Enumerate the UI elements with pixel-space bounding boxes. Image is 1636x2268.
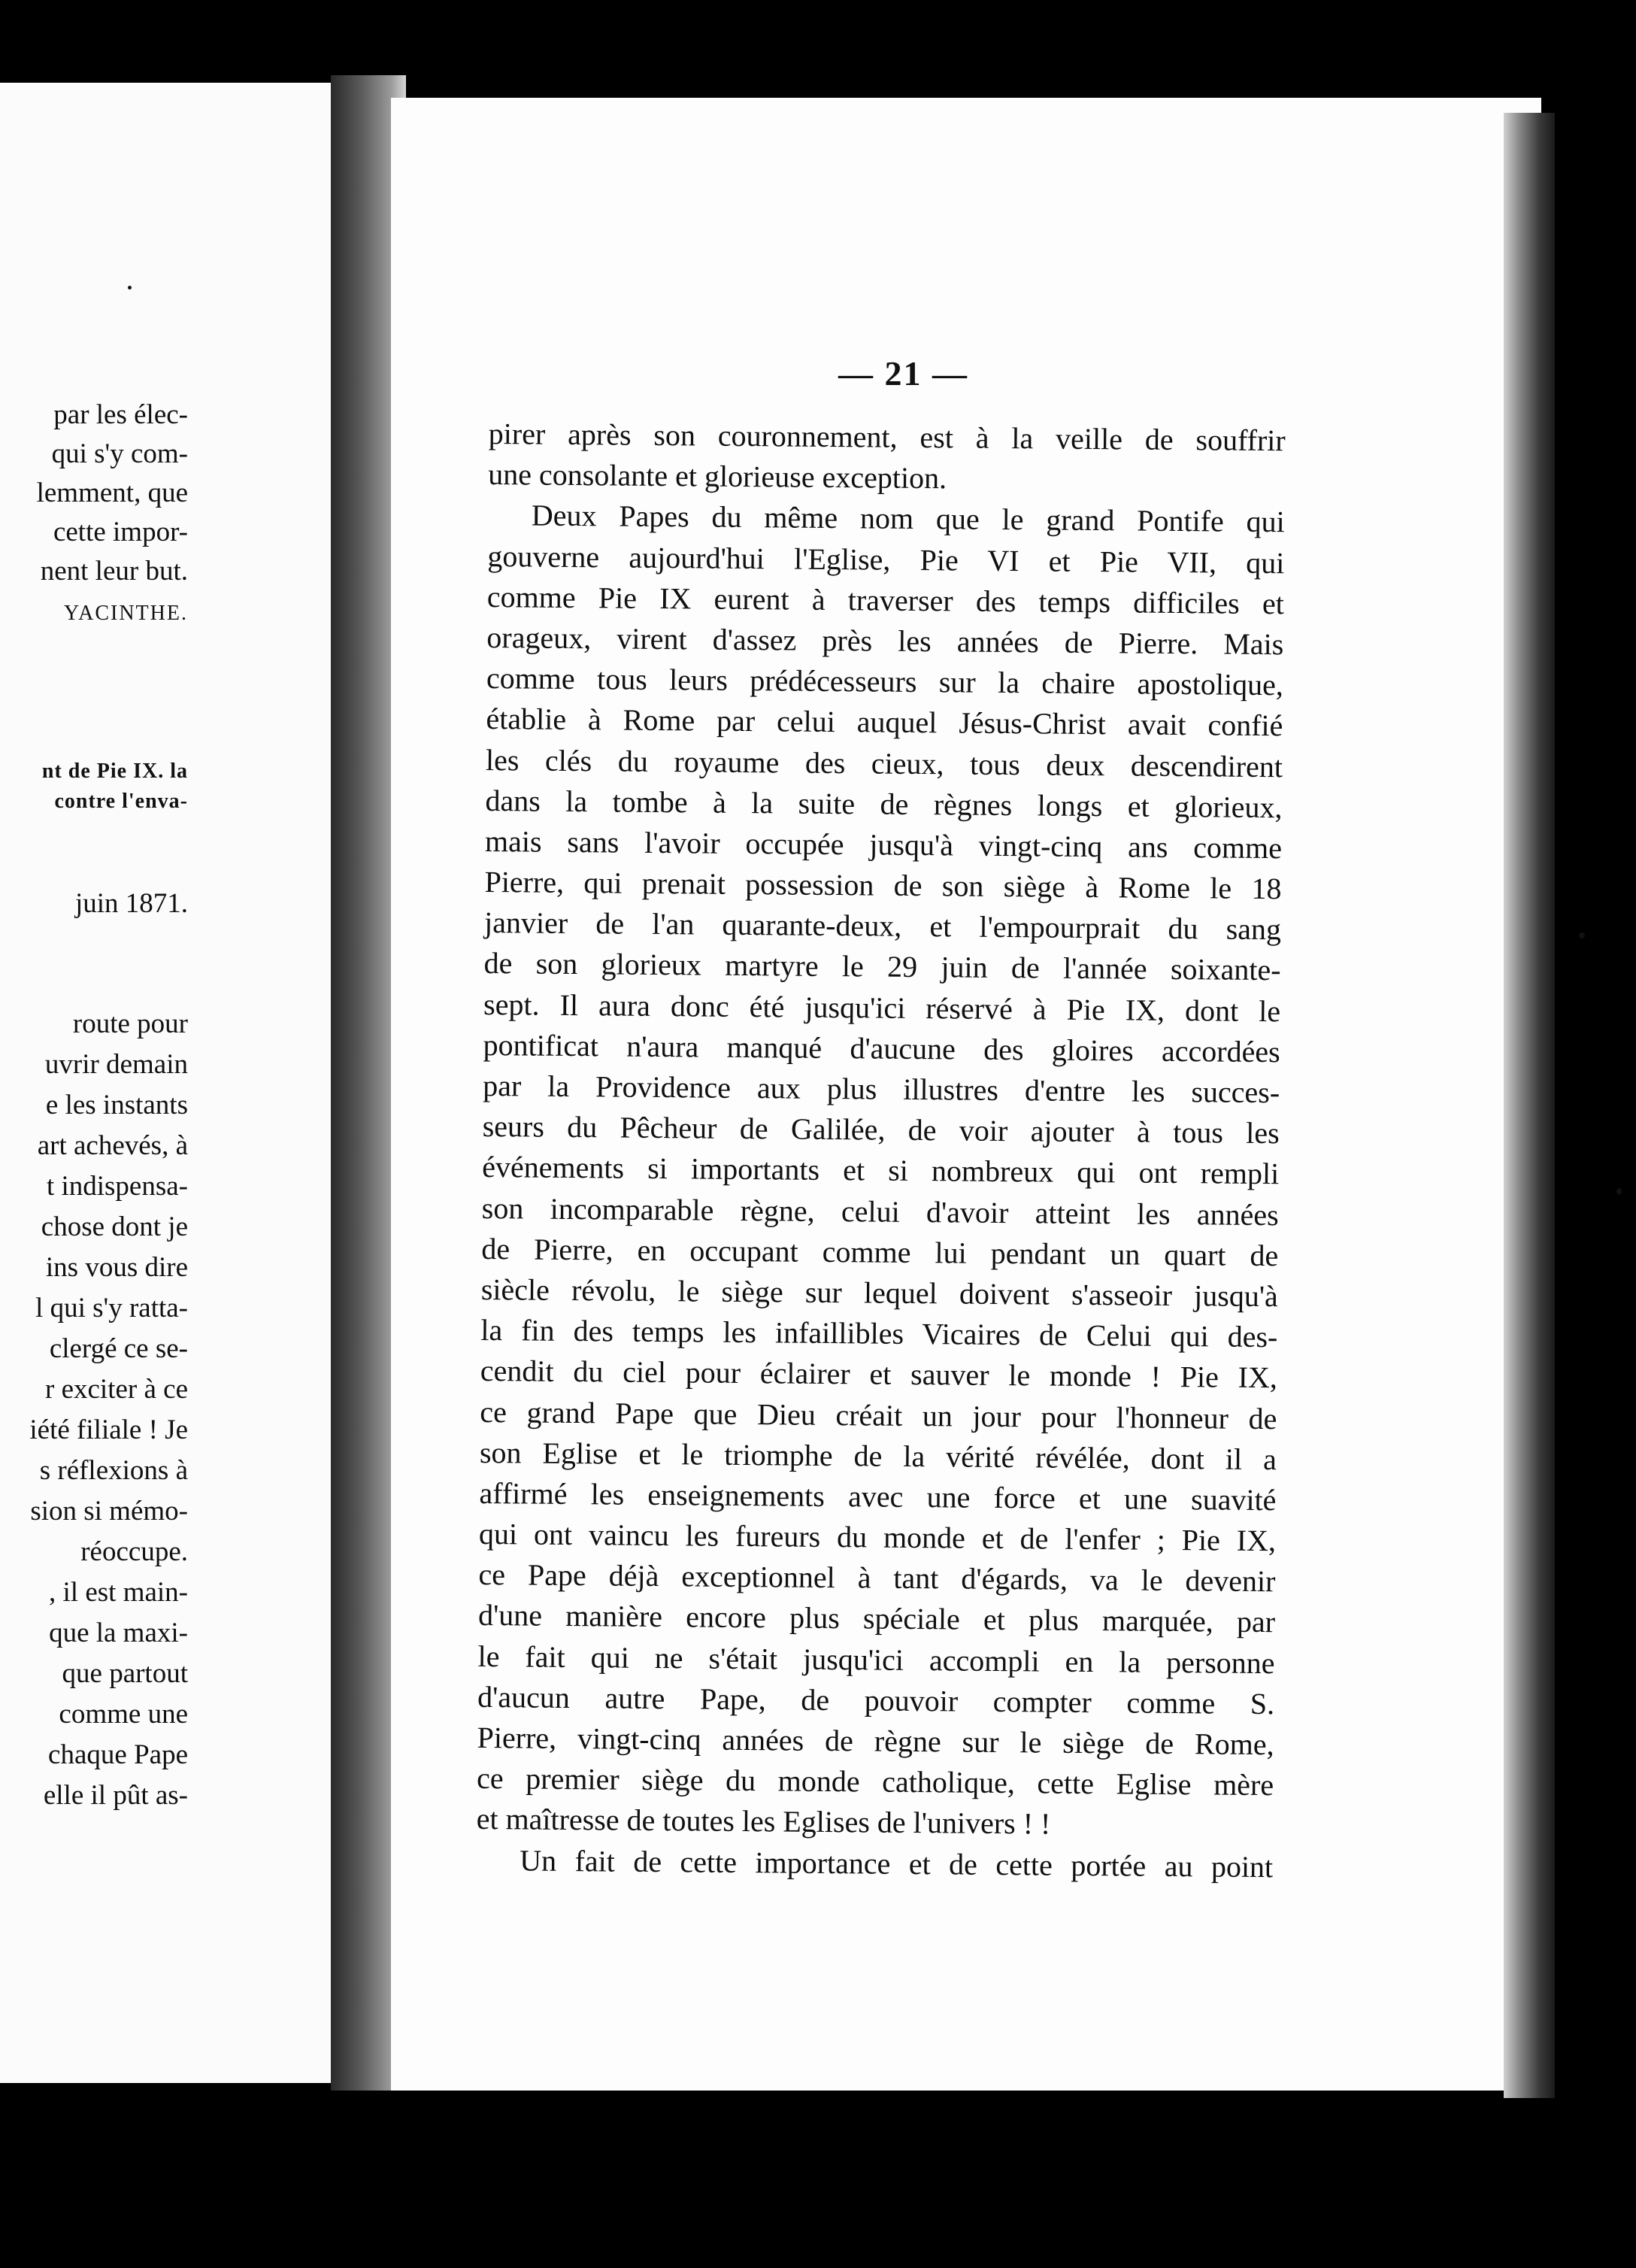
text-line: de Pierre, en occupant comme lui pendant un quart de: [481, 1231, 1279, 1272]
text-line: gouverne aujourd'hui l'Eglise, Pie VI et Pie VII, qui: [487, 538, 1285, 580]
text-line: comme tous leurs prédécesseurs sur la chaire apostolique,: [486, 661, 1284, 702]
text-line: siècle révolu, le siège sur lequel doivent s'asseoir jusqu'à: [480, 1272, 1278, 1314]
text-line: mais sans l'avoir occupée jusqu'à vingt-cinq ans comme: [484, 823, 1283, 866]
text-line: de son glorieux martyre le 29 juin de l'année soixante-: [483, 946, 1281, 987]
page-edge-shadow: [1504, 113, 1555, 2098]
left-page-signature: YACINTHE.: [64, 602, 188, 625]
text-line: Pierre, vingt-cinq années de règne sur le siège de Rome,: [477, 1720, 1274, 1762]
left-page-line: e les instants: [45, 1090, 188, 1120]
text-line: seurs du Pêcheur de Galilée, de voir ajouter à tous les: [482, 1109, 1280, 1151]
left-page-line: chose dont je: [41, 1211, 188, 1242]
left-page-line: art achevés, à: [37, 1130, 188, 1161]
text-line: le fait qui ne s'était jusqu'ici accompli en la personne: [477, 1639, 1275, 1680]
left-page-line: cette impor-: [53, 517, 188, 547]
left-page-line: que partout: [62, 1658, 188, 1689]
text-line: dans la tombe à la suite de règnes longs et glorieux,: [485, 783, 1283, 824]
text-line: Un fait de cette importance et de cette portée au point: [520, 1842, 1274, 1884]
left-page-line: nent leur but.: [40, 556, 188, 587]
left-page-line: , il est main-: [49, 1577, 188, 1608]
text-line: pirer après son couronnement, est à la veille de souffrir: [488, 416, 1286, 458]
text-line: janvier de l'an quarante-deux, et l'empourprait du sang: [483, 905, 1282, 947]
text-line: ce premier siège du monde catholique, cette Eglise mère: [476, 1761, 1274, 1803]
text-line: d'aucun autre Pape, de pouvoir compter comme S.: [477, 1679, 1275, 1721]
page-number: — 21 —: [838, 354, 968, 393]
left-page-line: ins vous dire: [45, 1252, 188, 1283]
text-line: affirmé les enseignements avec une force et une suavité: [479, 1475, 1277, 1518]
left-page-date: juin 1871.: [74, 888, 188, 919]
left-page-line: l qui s'y ratta-: [35, 1293, 188, 1324]
left-page-line: t indispensa-: [46, 1171, 188, 1202]
page-body-text: [476, 414, 1286, 1887]
left-page-line: par les élec-: [53, 399, 188, 430]
left-page-line: clergé ce se-: [49, 1333, 188, 1364]
left-page-line: r exciter à ce: [45, 1374, 188, 1405]
scan-speck: [128, 286, 132, 290]
scan-speck: [1579, 932, 1585, 938]
text-line: ce grand Pape que Dieu créait un jour pour l'honneur de: [480, 1394, 1277, 1436]
text-line: d'une manière encore plus spéciale et plus marquée, par: [477, 1598, 1276, 1639]
left-page-line: s réflexions à: [39, 1455, 188, 1486]
left-page-line: elle il pût as-: [43, 1780, 188, 1811]
text-line: les clés du royaume des cieux, tous deux descendirent: [485, 742, 1283, 784]
text-line: établie à Rome par celui auquel Jésus-Christ avait confié: [486, 702, 1283, 743]
text-line: et maîtresse de toutes les Eglises de l'univers ! !: [476, 1802, 1051, 1841]
text-line: Pierre, qui prenait possession de son siège à Rome le 18: [484, 865, 1282, 906]
left-page-line: iété filiale ! Je: [29, 1414, 188, 1445]
left-page-line: que la maxi-: [49, 1618, 188, 1648]
text-line: pontificat n'aura manqué d'aucune des gloires accordées: [483, 1027, 1280, 1069]
text-line: qui ont vaincu les fureurs du monde et de l'enfer ; Pie IX,: [478, 1517, 1277, 1558]
text-line: sept. Il aura donc été jusqu'ici réservé à Pie IX, dont le: [483, 987, 1281, 1028]
left-page-line: qui s'y com-: [51, 438, 188, 469]
left-page-line: route pour: [72, 1008, 188, 1039]
scan-speck: [1616, 1188, 1622, 1195]
text-line: ce Pape déjà exceptionnel à tant d'égards, va le devenir: [478, 1557, 1276, 1599]
left-page-line: réoccupe.: [80, 1536, 188, 1567]
text-line: comme Pie IX eurent à traverser des temps difficiles et: [486, 579, 1285, 620]
left-page-line: uvrir demain: [44, 1049, 188, 1080]
text-line: son incomparable règne, celui d'avoir atteint les années: [481, 1190, 1279, 1232]
left-page: [0, 83, 331, 2083]
left-page-line: lemment, que: [36, 478, 188, 508]
text-line: événements si importants et si nombreux qui ont rempli: [482, 1150, 1280, 1191]
text-line: une consolante et glorieuse exception.: [488, 457, 947, 496]
text-line: cendit du ciel pour éclairer et sauver le monde ! Pie IX,: [480, 1354, 1278, 1395]
text-line: par la Providence aux plus illustres d'entre les succes-: [483, 1068, 1280, 1110]
text-line: orageux, virent d'assez près les années de Pierre. Mais: [486, 620, 1284, 662]
text-line: la fin des temps les infaillibles Vicaires de Celui qui des-: [480, 1313, 1278, 1354]
left-page-line: comme une: [59, 1699, 188, 1730]
left-page-heading-line: nt de Pie IX. la: [41, 760, 188, 783]
left-page-line: sion si mémo-: [30, 1496, 188, 1527]
text-line: son Eglise et le triomphe de la vérité révélée, dont il a: [479, 1435, 1277, 1476]
left-page-line: chaque Pape: [48, 1739, 188, 1770]
left-page-heading-line: contre l'enva-: [54, 790, 188, 813]
text-line: Deux Papes du même nom que le grand Pontife qui: [531, 498, 1285, 539]
